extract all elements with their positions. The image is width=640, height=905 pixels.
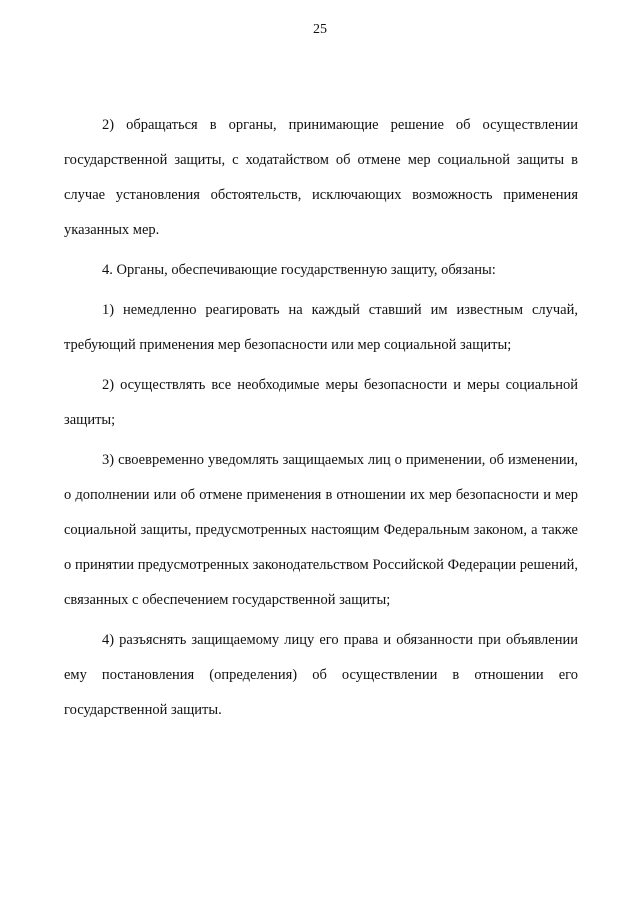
paragraph-osushchestvlyat (64, 368, 578, 438)
paragraph-text: 1) немедленно реагировать на каждый ставший им известным случай, требующий применения мер безопасности или мер социальной защиты; (64, 302, 578, 353)
paragraph-text: 4) разъяснять защищаемому лицу его права и обязанности при объявлении ему постановления (определения) об осуществлении в отношении его государственной защиты. (64, 632, 578, 718)
paragraph-text: 2) осуществлять все необходимые меры безопасности и меры социальной защиты; (64, 377, 578, 428)
paragraph-text: 4. Органы, обеспечивающие государственную защиту, обязаны: (102, 262, 496, 278)
page-number: 25 (313, 22, 327, 37)
paragraph-text: 2) обращаться в органы, принимающие решение об осуществлении государственной защиты, с ходатайством об отмене мер социальной защиты в случае установления обстоятельств, исключающих возможность применения указанных мер. (64, 117, 578, 238)
paragraph-razyasnyat (64, 623, 578, 728)
paragraph-uvedomlyat (64, 443, 578, 618)
document-body (64, 108, 578, 733)
paragraph-text: 3) своевременно уведомлять защищаемых лиц о применении, об изменении, о дополнении или об отмене применения в отношении их мер безопасности и мер социальной защиты, предусмотренных настоящим Федеральным законом, а также о принятии предусмотренных законодательством Российской Федерации решений, связанных с обеспечением государственной защиты; (64, 452, 578, 608)
paragraph-organy-obyazany (64, 253, 578, 288)
paragraph-reagirovat (64, 293, 578, 363)
paragraph-obrashchatsya (64, 108, 578, 248)
